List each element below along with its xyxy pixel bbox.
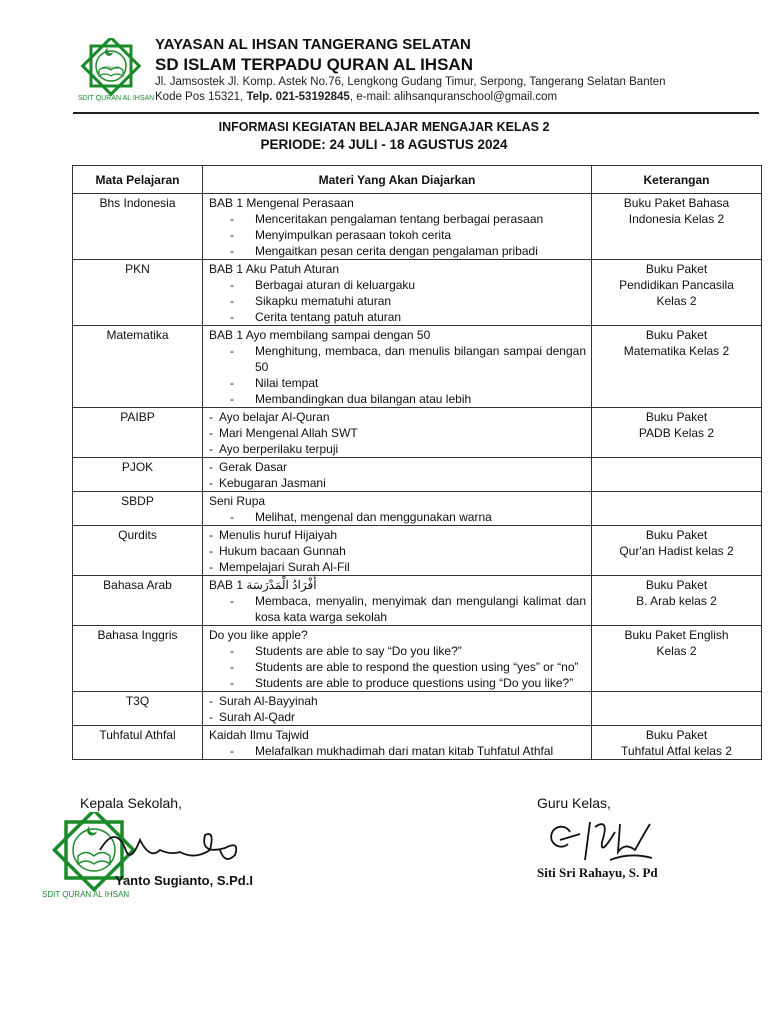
- material-item: [209, 277, 586, 293]
- dash-bullet-icon: -: [230, 294, 234, 308]
- stamp-caption: SDIT QURAN AL IHSAN: [42, 890, 130, 899]
- doc-title: INFORMASI KEGIATAN BELAJAR MENGAJAR KELAS 2: [218, 120, 550, 134]
- notes-line: Kelas 2: [656, 644, 697, 658]
- material-item: [209, 675, 586, 691]
- notes-line: PADB Kelas 2: [638, 426, 715, 440]
- teacher-role: Guru Kelas,: [537, 795, 611, 811]
- material-cell: [203, 194, 592, 260]
- notes-line: Indonesia Kelas 2: [628, 212, 725, 226]
- material-item: [209, 509, 586, 525]
- material-item-text: Melafalkan mukhadimah dari matan kitab Tuhfatul Athfal: [255, 744, 554, 758]
- material-item: [209, 709, 586, 725]
- material-item: [209, 309, 586, 325]
- material-cell: [203, 326, 592, 408]
- dash-bullet-icon: -: [209, 560, 213, 574]
- material-item: [209, 659, 586, 675]
- dash-bullet-icon: -: [230, 344, 234, 358]
- school-contact: Kode Pos 15321, Telp. 021-53192845, e-mail: alihsanquranschool@gmail.com: [155, 91, 558, 103]
- header-divider: [73, 112, 759, 114]
- material-item: [209, 425, 586, 441]
- doc-period: PERIODE: 24 JULI - 18 AGUSTUS 2024: [260, 137, 508, 152]
- table-row: [73, 458, 762, 492]
- material-item-text: Cerita tentang patuh aturan: [255, 310, 402, 324]
- chapter-heading: BAB 1 Ayo membilang sampai dengan 50: [209, 328, 431, 342]
- material-item-text: Mari Mengenal Allah SWT: [219, 426, 358, 440]
- material-item-text: Membaca, menyalin, menyimak dan mengulangi kalimat dan kosa kata warga sekolah: [255, 594, 586, 624]
- material-item: [209, 475, 586, 491]
- dash-bullet-icon: -: [209, 544, 213, 558]
- material-item: [209, 559, 586, 575]
- material-cell: [203, 492, 592, 526]
- dash-bullet-icon: -: [230, 744, 234, 758]
- col-header-subject: Mata Pelajaran: [73, 166, 203, 194]
- material-item: [209, 227, 586, 243]
- foundation-name: YAYASAN AL IHSAN TANGERANG SELATAN: [155, 36, 471, 53]
- notes-cell: [592, 492, 762, 526]
- dash-bullet-icon: -: [209, 476, 213, 490]
- dash-bullet-icon: -: [230, 392, 234, 406]
- material-item: [209, 593, 586, 625]
- dash-bullet-icon: -: [209, 460, 213, 474]
- material-item: [209, 543, 586, 559]
- material-item: [209, 693, 586, 709]
- notes-line: B. Arab kelas 2: [636, 594, 717, 608]
- table-row: [73, 326, 762, 408]
- dash-bullet-icon: -: [230, 676, 234, 690]
- table-row: [73, 576, 762, 626]
- notes-cell: [592, 194, 762, 260]
- material-item-text: Mengaitkan pesan cerita dengan pengalaman pribadi: [255, 244, 538, 258]
- col-header-notes: Keterangan: [592, 166, 762, 194]
- subject-cell: Bahasa Arab: [73, 576, 203, 626]
- teacher-signature-icon: [540, 812, 670, 867]
- notes-line: Buku Paket: [645, 262, 708, 276]
- notes-cell: [592, 526, 762, 576]
- material-item-text: Ayo berperilaku terpuji: [219, 442, 339, 456]
- material-cell: [203, 692, 592, 726]
- material-item-text: Surah Al-Bayyinah: [219, 694, 318, 708]
- notes-line: Buku Paket Bahasa: [623, 196, 730, 210]
- material-item: [209, 391, 586, 407]
- dash-bullet-icon: -: [230, 228, 234, 242]
- subject-cell: Tuhfatul Athfal: [73, 726, 203, 760]
- teacher-name: Siti Sri Rahayu, S. Pd: [537, 865, 658, 880]
- dash-bullet-icon: -: [209, 710, 213, 724]
- col-header-material: Materi Yang Akan Diajarkan: [203, 166, 592, 194]
- principal-role: Kepala Sekolah,: [80, 795, 182, 811]
- dash-bullet-icon: -: [230, 310, 234, 324]
- dash-bullet-icon: -: [209, 694, 213, 708]
- chapter-heading: BAB 1 أَفْرَادُ الْمَدْرَسَة: [209, 578, 317, 592]
- dash-bullet-icon: -: [209, 410, 213, 424]
- dash-bullet-icon: -: [230, 644, 234, 658]
- notes-line: Buku Paket: [645, 578, 708, 592]
- subject-cell: Qurdits: [73, 526, 203, 576]
- material-item: [209, 243, 586, 259]
- subject-cell: Bahasa Inggris: [73, 626, 203, 692]
- table-row: [73, 408, 762, 458]
- table-row: [73, 692, 762, 726]
- chapter-heading: BAB 1 Mengenal Perasaan: [209, 196, 354, 210]
- table-row: [73, 194, 762, 260]
- notes-cell: [592, 260, 762, 326]
- subject-cell: SBDP: [73, 492, 203, 526]
- notes-line: Buku Paket: [645, 528, 708, 542]
- material-item: [209, 527, 586, 543]
- dash-bullet-icon: -: [230, 376, 234, 390]
- notes-line: Matematika Kelas 2: [623, 344, 730, 358]
- chapter-heading: Seni Rupa: [209, 494, 266, 508]
- notes-cell: [592, 626, 762, 692]
- notes-line: Buku Paket: [645, 410, 708, 424]
- material-item-text: Students are able to respond the question using “yes” or “no”: [255, 660, 579, 674]
- principal-signature-icon: [95, 820, 255, 880]
- material-item: [209, 459, 586, 475]
- subject-cell: PJOK: [73, 458, 203, 492]
- material-cell: [203, 458, 592, 492]
- letterhead: [155, 36, 666, 105]
- material-cell: [203, 260, 592, 326]
- notes-cell: [592, 408, 762, 458]
- material-cell: [203, 576, 592, 626]
- material-item-text: Menceritakan pengalaman tentang berbagai perasaan: [255, 212, 544, 226]
- notes-line: Pendidikan Pancasila: [619, 278, 734, 292]
- material-item-text: Melihat, mengenal dan menggunakan warna: [255, 510, 492, 524]
- notes-line: Buku Paket English: [624, 628, 729, 642]
- notes-line: Kelas 2: [656, 294, 697, 308]
- material-cell: [203, 408, 592, 458]
- material-cell: [203, 726, 592, 760]
- subject-cell: Bhs Indonesia: [73, 194, 203, 260]
- dash-bullet-icon: -: [209, 528, 213, 542]
- subject-cell: PKN: [73, 260, 203, 326]
- school-address: Jl. Jamsostek Jl. Komp. Astek No.76, Lengkong Gudang Timur, Serpong, Tangerang Selatan Banten: [155, 76, 666, 88]
- table-row: [73, 492, 762, 526]
- table-row: [73, 260, 762, 326]
- material-item-text: Menulis huruf Hijaiyah: [219, 528, 338, 542]
- notes-cell: [592, 458, 762, 492]
- material-item-text: Mempelajari Surah Al-Fil: [219, 560, 350, 574]
- material-item-text: Hukum bacaan Gunnah: [219, 544, 346, 558]
- chapter-heading: Kaidah Ilmu Tajwid: [209, 728, 309, 742]
- material-item-text: Membandingkan dua bilangan atau lebih: [255, 392, 472, 406]
- schedule-table: [72, 165, 762, 760]
- table-row: [73, 626, 762, 692]
- material-cell: [203, 526, 592, 576]
- dash-bullet-icon: -: [230, 660, 234, 674]
- material-item-text: Students are able to produce questions using “Do you like?”: [255, 676, 574, 690]
- notes-cell: [592, 692, 762, 726]
- material-item-text: Gerak Dasar: [219, 460, 288, 474]
- material-item-text: Menyimpulkan perasaan tokoh cerita: [255, 228, 452, 242]
- subject-cell: T3Q: [73, 692, 203, 726]
- dash-bullet-icon: -: [230, 212, 234, 226]
- material-item: [209, 409, 586, 425]
- svg-text:alQuran: alQuran: [102, 66, 120, 71]
- dash-bullet-icon: -: [230, 594, 234, 608]
- school-name: SD ISLAM TERPADU QURAN AL IHSAN: [155, 55, 473, 74]
- subject-cell: Matematika: [73, 326, 203, 408]
- school-logo: [78, 38, 148, 98]
- table-header-row: [73, 166, 762, 194]
- material-item: [209, 743, 586, 759]
- material-item-text: Berbagai aturan di keluargaku: [255, 278, 416, 292]
- notes-cell: [592, 576, 762, 626]
- material-item: [209, 343, 586, 375]
- material-item-text: Sikapku mematuhi aturan: [255, 294, 392, 308]
- notes-line: Buku Paket: [645, 728, 708, 742]
- dash-bullet-icon: -: [230, 278, 234, 292]
- chapter-heading: BAB 1 Aku Patuh Aturan: [209, 262, 340, 276]
- dash-bullet-icon: -: [230, 510, 234, 524]
- material-item: [209, 375, 586, 391]
- notes-line: Buku Paket: [645, 328, 708, 342]
- principal-name: Yanto Sugianto, S.Pd.I: [115, 873, 253, 888]
- notes-cell: [592, 726, 762, 760]
- material-item-text: Menghitung, membaca, dan menulis bilangan sampai dengan 50: [255, 344, 586, 374]
- chapter-heading: Do you like apple?: [209, 628, 308, 642]
- table-row: [73, 726, 762, 760]
- material-item-text: Ayo belajar Al-Quran: [219, 410, 330, 424]
- dash-bullet-icon: -: [209, 442, 213, 456]
- notes-cell: [592, 326, 762, 408]
- dash-bullet-icon: -: [209, 426, 213, 440]
- notes-line: Qur'an Hadist kelas 2: [619, 544, 734, 558]
- material-item-text: Nilai tempat: [255, 376, 319, 390]
- material-cell: [203, 626, 592, 692]
- logo-caption: SDIT QURAN AL IHSAN: [78, 95, 155, 102]
- subject-cell: PAIBP: [73, 408, 203, 458]
- material-item-text: Kebugaran Jasmani: [219, 476, 326, 490]
- material-item-text: Surah Al-Qadr: [219, 710, 296, 724]
- table-row: [73, 526, 762, 576]
- material-item: [209, 441, 586, 457]
- material-item: [209, 293, 586, 309]
- notes-line: Tuhfatul Atfal kelas 2: [621, 744, 732, 758]
- material-item: [209, 211, 586, 227]
- dash-bullet-icon: -: [230, 244, 234, 258]
- material-item: [209, 643, 586, 659]
- material-item-text: Students are able to say “Do you like?”: [255, 644, 462, 658]
